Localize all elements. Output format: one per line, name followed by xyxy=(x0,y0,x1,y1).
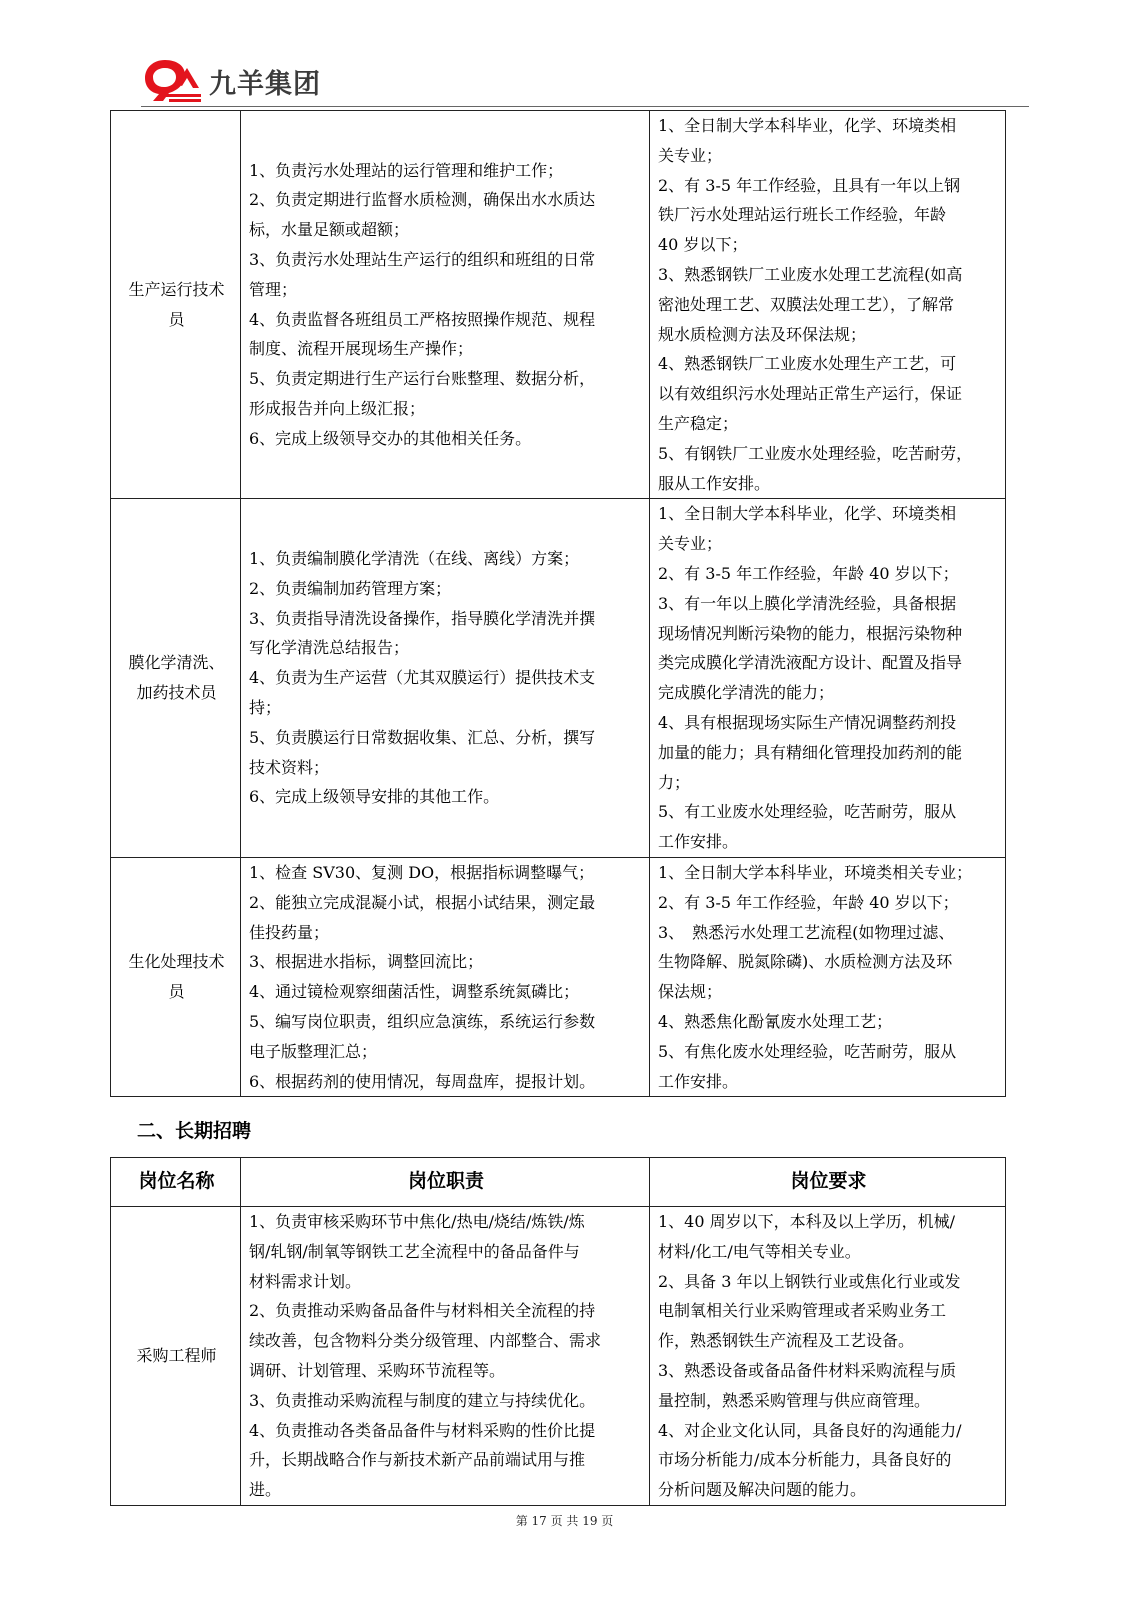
requirement-line: 完成膜化学清洗的能力； xyxy=(658,683,835,703)
duty-line: 材料需求计划。 xyxy=(249,1271,362,1291)
table-row xyxy=(111,111,1006,499)
requirement-line: 1、全日制大学本科毕业，环境类相关专业； xyxy=(658,862,973,882)
position-duties xyxy=(241,499,650,858)
position-requirements xyxy=(650,1207,1006,1506)
requirement-line: 市场分析能力/成本分析能力，具备良好的 xyxy=(658,1450,952,1470)
requirement-line: 以有效组织污水处理站正常生产运行，保证 xyxy=(658,384,963,404)
requirement-line: 2、有 3-5 年工作经验，且具有一年以上钢 xyxy=(658,175,961,195)
duty-line: 标，水量足额或超额； xyxy=(249,220,410,240)
duty-line: 佳投药量； xyxy=(249,922,330,942)
duty-line: 管理； xyxy=(249,279,298,299)
positions-table-2 xyxy=(110,1157,1006,1506)
requirement-line: 服从工作安排。 xyxy=(658,473,771,493)
requirement-line: 现场情况判断污染物的能力，根据污染物种 xyxy=(658,623,963,643)
requirement-line: 1、40 周岁以下，本科及以上学历，机械/ xyxy=(658,1212,956,1231)
position-name: 膜化学清洗、 加药技术员 xyxy=(111,499,241,858)
position-duties xyxy=(241,1207,650,1506)
duty-line: 5、编写岗位职责，组织应急演练，系统运行参数 xyxy=(249,1011,596,1031)
requirement-line: 5、有工业废水处理经验，吃苦耐劳，服从 xyxy=(658,802,957,822)
duty-line: 1、负责审核采购环节中焦化/热电/烧结/炼铁/炼 xyxy=(249,1212,585,1231)
requirement-line: 生物降解、脱氮除磷)、水质检测方法及环 xyxy=(658,952,953,972)
position-duties xyxy=(241,857,650,1096)
duty-line: 4、负责推动各类备品备件与材料采购的性价比提 xyxy=(249,1420,596,1440)
duty-line: 6、根据药剂的使用情况，每周盘库，提报计划。 xyxy=(249,1071,596,1091)
requirement-line: 2、有 3-5 年工作经验，年龄 40 岁以下； xyxy=(658,892,959,912)
duty-line: 2、负责定期进行监督水质检测，确保出水水质达 xyxy=(249,190,596,210)
requirement-line: 分析问题及解决问题的能力。 xyxy=(658,1480,867,1500)
duty-line: 3、负责指导清洗设备操作，指导膜化学清洗并撰 xyxy=(249,608,596,628)
page-header xyxy=(143,54,1028,108)
requirement-line: 5、有钢铁厂工业废水处理经验，吃苦耐劳， xyxy=(658,443,973,463)
duty-line: 2、能独立完成混凝小试，根据小试结果，测定最 xyxy=(249,892,596,912)
duty-line: 制度、流程开展现场生产操作； xyxy=(249,339,474,359)
requirement-line: 4、对企业文化认同，具备良好的沟通能力/ xyxy=(658,1420,962,1440)
duty-line: 电子版整理汇总； xyxy=(249,1041,378,1061)
table-row xyxy=(111,1207,1006,1506)
company-name: 九羊集团 xyxy=(209,69,321,100)
position-requirements xyxy=(650,111,1006,499)
requirement-line: 规水质检测方法及环保法规； xyxy=(658,324,867,344)
position-name: 采购工程师 xyxy=(111,1207,241,1506)
requirement-line: 3、熟悉设备或备品备件材料采购流程与质 xyxy=(658,1360,957,1380)
duty-line: 4、负责为生产运营（尤其双膜运行）提供技术支 xyxy=(249,668,596,688)
duty-line: 调研、计划管理、采购环节流程等。 xyxy=(249,1360,506,1380)
requirement-line: 密池处理工艺、双膜法处理工艺），了解常 xyxy=(658,294,955,314)
page-number-footer: 第 17 页 共 19 页 xyxy=(515,1514,614,1528)
section-title-long-term-recruitment: 二、长期招聘 xyxy=(137,1120,252,1142)
requirement-line: 材料/化工/电气等相关专业。 xyxy=(658,1241,861,1261)
position-name: 生产运行技术 员 xyxy=(111,111,241,499)
requirement-line: 工作安排。 xyxy=(658,832,739,852)
requirement-line: 类完成膜化学清洗液配方设计、配置及指导 xyxy=(658,653,963,673)
requirement-line: 2、具备 3 年以上钢铁行业或焦化行业或发 xyxy=(658,1271,961,1291)
requirement-line: 铁厂污水处理站运行班长工作经验，年龄 xyxy=(658,205,947,225)
duty-line: 2、负责编制加药管理方案； xyxy=(249,578,452,598)
requirement-line: 关专业； xyxy=(658,534,723,554)
requirement-line: 力； xyxy=(658,772,691,792)
column-header-requirements: 岗位要求 xyxy=(650,1158,1006,1207)
requirement-line: 生产稳定； xyxy=(658,413,739,433)
duty-line: 4、负责监督各班组员工严格按照操作规范、规程 xyxy=(249,309,596,329)
position-name: 生化处理技术 员 xyxy=(111,857,241,1096)
duty-line: 升，长期战略合作与新技术新产品前端试用与推 xyxy=(249,1450,586,1470)
requirement-line: 4、熟悉焦化酚氰废水处理工艺； xyxy=(658,1011,893,1031)
position-requirements xyxy=(650,857,1006,1096)
requirement-line: 4、熟悉钢铁厂工业废水处理生产工艺，可 xyxy=(658,354,957,374)
requirement-line: 3、 熟悉污水处理工艺流程(如物理过滤、 xyxy=(658,922,955,942)
requirement-line: 5、有焦化废水处理经验，吃苦耐劳，服从 xyxy=(658,1041,957,1061)
requirement-line: 3、有一年以上膜化学清洗经验，具备根据 xyxy=(658,593,957,613)
requirement-line: 加量的能力；具有精细化管理投加药剂的能 xyxy=(658,742,963,762)
requirement-line: 保法规； xyxy=(658,982,723,1002)
duty-line: 2、负责推动采购备品备件与材料相关全流程的持 xyxy=(249,1301,596,1321)
table-row xyxy=(111,857,1006,1096)
requirement-line: 4、具有根据现场实际生产情况调整药剂投 xyxy=(658,712,957,732)
table-row xyxy=(111,499,1006,858)
duty-line: 4、通过镜检观察细菌活性，调整系统氮磷比； xyxy=(249,982,580,1002)
requirement-line: 3、熟悉钢铁厂工业废水处理工艺流程(如高 xyxy=(658,264,963,284)
requirement-line: 2、有 3-5 年工作经验，年龄 40 岁以下； xyxy=(658,563,959,583)
position-duties xyxy=(241,111,650,499)
duty-line: 进。 xyxy=(249,1480,282,1500)
duty-line: 5、负责定期进行生产运行台账整理、数据分析， xyxy=(249,369,596,389)
requirement-line: 1、全日制大学本科毕业，化学、环境类相 xyxy=(658,504,957,524)
duty-line: 形成报告并向上级汇报； xyxy=(249,399,426,419)
duty-line: 3、负责污水处理站生产运行的组织和班组的日常 xyxy=(249,250,596,270)
duty-line: 3、根据进水指标，调整回流比； xyxy=(249,952,484,972)
jiuyang-logo-icon xyxy=(143,54,205,104)
duty-line: 5、负责膜运行日常数据收集、汇总、分析，撰写 xyxy=(249,727,596,747)
requirement-line: 工作安排。 xyxy=(658,1071,739,1091)
duty-line: 1、检查 SV30、复测 DO，根据指标调整曝气； xyxy=(249,862,595,882)
duty-line: 钢/轧钢/制氧等钢铁工艺全流程中的备品备件与 xyxy=(249,1241,580,1261)
column-header-position-name: 岗位名称 xyxy=(111,1158,241,1207)
position-requirements xyxy=(650,499,1006,858)
duty-line: 1、负责编制膜化学清洗（在线、离线）方案； xyxy=(249,549,580,569)
column-header-duties: 岗位职责 xyxy=(241,1158,650,1207)
table-header-row xyxy=(111,1158,1006,1207)
requirement-line: 作，熟悉钢铁生产流程及工艺设备。 xyxy=(658,1331,915,1351)
duty-line: 持； xyxy=(249,698,282,718)
duty-line: 1、负责污水处理站的运行管理和维护工作； xyxy=(249,160,564,180)
duty-line: 6、完成上级领导交办的其他相关任务。 xyxy=(249,428,532,448)
requirement-line: 电制氧相关行业采购管理或者采购业务工 xyxy=(658,1301,947,1321)
duty-line: 6、完成上级领导安排的其他工作。 xyxy=(249,787,500,807)
requirement-line: 1、全日制大学本科毕业，化学、环境类相 xyxy=(658,116,957,135)
duty-line: 技术资料； xyxy=(249,757,330,777)
duty-line: 写化学清洗总结报告； xyxy=(249,638,410,658)
requirement-line: 40 岁以下； xyxy=(658,235,748,255)
header-divider xyxy=(141,106,1029,107)
positions-table-1 xyxy=(110,110,1006,1097)
duty-line: 续改善，包含物料分类分级管理、内部整合、需求 xyxy=(249,1331,602,1351)
duty-line: 3、负责推动采购流程与制度的建立与持续优化。 xyxy=(249,1390,596,1410)
requirement-line: 量控制，熟悉采购管理与供应商管理。 xyxy=(658,1390,931,1410)
requirement-line: 关专业； xyxy=(658,145,723,165)
